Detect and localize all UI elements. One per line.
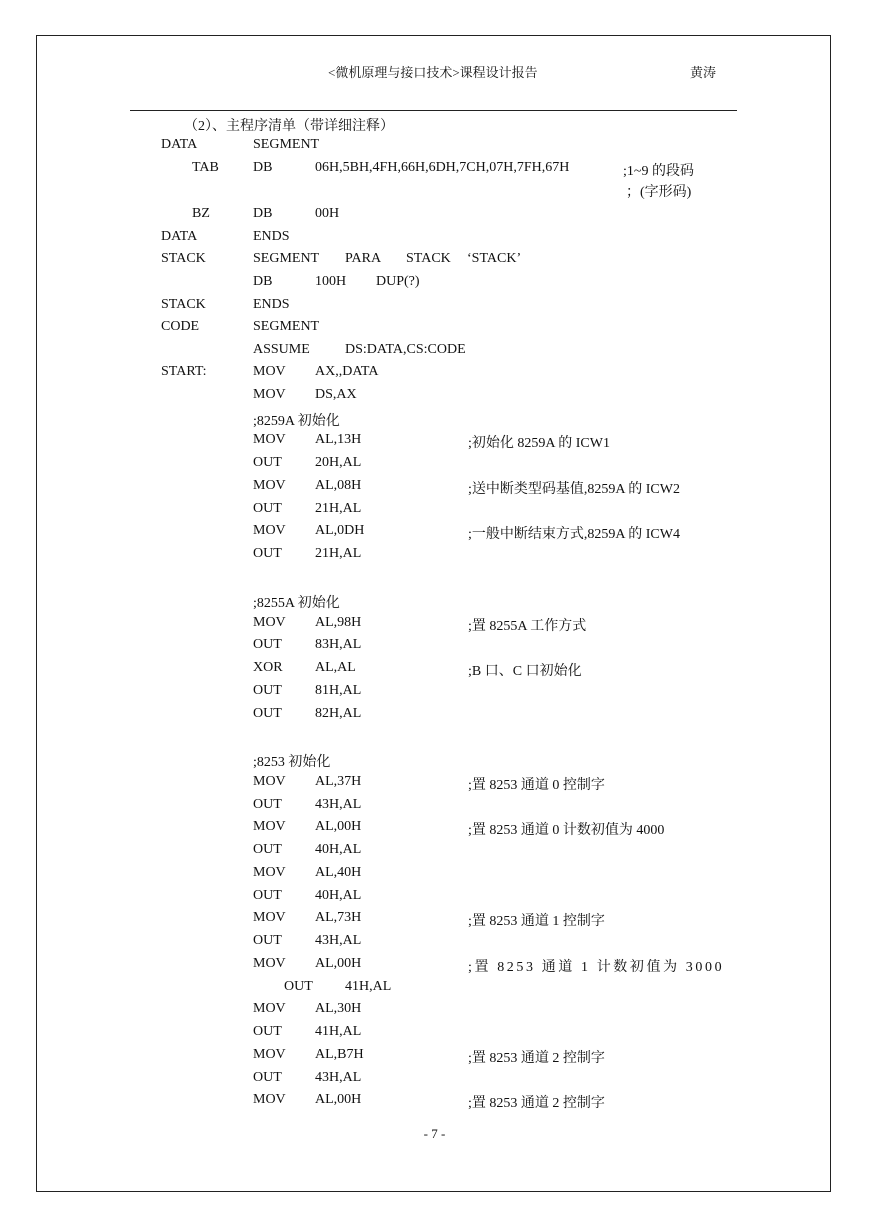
opcode: OUT: [253, 797, 282, 812]
operand: AL,00H: [315, 1092, 362, 1107]
comment: ;初始化 8259A 的 ICW1: [468, 436, 610, 451]
header-author: 黄涛: [690, 65, 717, 80]
opcode: OUT: [253, 933, 282, 948]
comment: ;8259A 初始化: [253, 414, 340, 429]
operand: 20H,AL: [315, 455, 362, 470]
operand: 40H,AL: [315, 888, 362, 903]
operand: AX,,DATA: [315, 364, 379, 379]
directive: DB: [253, 160, 273, 175]
opcode: OUT: [253, 501, 282, 516]
operand: 43H,AL: [315, 933, 362, 948]
operand: 43H,AL: [315, 797, 362, 812]
comment: ;置 8253 通道 0 控制字: [468, 778, 605, 793]
operand: AL,73H: [315, 910, 362, 925]
directive: DB: [253, 274, 273, 289]
opcode: OUT: [253, 1024, 282, 1039]
opcode: MOV: [253, 364, 286, 379]
operand: AL,00H: [315, 819, 362, 834]
opcode: OUT: [253, 1070, 282, 1085]
opcode: MOV: [253, 615, 286, 630]
comment: ;置 8255A 工作方式: [468, 619, 587, 634]
operand: 100H: [315, 274, 347, 289]
opcode: MOV: [253, 1092, 286, 1107]
directive: ENDS: [253, 297, 290, 312]
operand: DS,AX: [315, 387, 357, 402]
label: DATA: [161, 229, 198, 244]
operand: 82H,AL: [315, 706, 362, 721]
comment: ;送中断类型码基值,8259A 的 ICW2: [468, 482, 680, 497]
operand: 41H,AL: [345, 979, 392, 994]
label: BZ: [192, 206, 210, 221]
opcode: MOV: [253, 387, 286, 402]
comment: ;置 8253 通道 1 控制字: [468, 914, 605, 929]
section-title: （2）、主程序清单（带详细注释）: [184, 119, 394, 134]
header-title: <微机原理与接口技术>课程设计报告: [328, 65, 538, 80]
operand: PARA: [345, 251, 382, 266]
label: TAB: [192, 160, 219, 175]
comment: ;8253 初始化: [253, 755, 331, 770]
operand: STACK: [406, 251, 451, 266]
label: DATA: [161, 137, 198, 152]
opcode: OUT: [253, 546, 282, 561]
opcode: MOV: [253, 478, 286, 493]
label: STACK: [161, 251, 206, 266]
operand: AL,30H: [315, 1001, 362, 1016]
operand: 41H,AL: [315, 1024, 362, 1039]
directive: DB: [253, 206, 273, 221]
directive: ENDS: [253, 229, 290, 244]
operand: AL,0DH: [315, 523, 365, 538]
opcode: MOV: [253, 910, 286, 925]
opcode: MOV: [253, 956, 286, 971]
comment: ;B 口、C 口初始化: [468, 664, 582, 679]
operand: AL,98H: [315, 615, 362, 630]
comment: ;8255A 初始化: [253, 596, 340, 611]
operand: 81H,AL: [315, 683, 362, 698]
operand: DS:DATA,CS:CODE: [345, 342, 466, 357]
opcode: OUT: [253, 888, 282, 903]
opcode: MOV: [253, 774, 286, 789]
opcode: MOV: [253, 865, 286, 880]
opcode: MOV: [253, 819, 286, 834]
opcode: OUT: [284, 979, 313, 994]
operand: 06H,5BH,4FH,66H,6DH,7CH,07H,7FH,67H: [315, 160, 570, 175]
operand: 21H,AL: [315, 546, 362, 561]
opcode: MOV: [253, 432, 286, 447]
opcode: MOV: [253, 1047, 286, 1062]
operand: DUP(?): [376, 274, 420, 289]
operand: AL,AL: [315, 660, 356, 675]
label: START:: [161, 364, 207, 379]
comment: ;置 8253 通道 2 控制字: [468, 1096, 605, 1111]
opcode: MOV: [253, 1001, 286, 1016]
label: STACK: [161, 297, 206, 312]
operand: AL,37H: [315, 774, 362, 789]
label: CODE: [161, 319, 200, 334]
opcode: XOR: [253, 660, 283, 675]
operand: AL,00H: [315, 956, 362, 971]
opcode: OUT: [253, 842, 282, 857]
operand: AL,08H: [315, 478, 362, 493]
page-number: - 7 -: [423, 1126, 446, 1141]
directive: SEGMENT: [253, 137, 320, 152]
operand: 43H,AL: [315, 1070, 362, 1085]
comment: ;置 8253 通道 0 计数初值为 4000: [468, 823, 665, 838]
operand: 40H,AL: [315, 842, 362, 857]
operand: AL,13H: [315, 432, 362, 447]
comment: ;置 8253 通道 2 控制字: [468, 1051, 605, 1066]
operand: 00H: [315, 206, 340, 221]
opcode: OUT: [253, 637, 282, 652]
operand: 83H,AL: [315, 637, 362, 652]
comment: ;一般中断结束方式,8259A 的 ICW4: [468, 527, 680, 542]
directive: ASSUME: [253, 342, 310, 357]
comment: ;置 8253 通道 1 计数初值为 3000: [468, 960, 725, 975]
operand: AL,B7H: [315, 1047, 364, 1062]
directive: SEGMENT: [253, 319, 320, 334]
operand: AL,40H: [315, 865, 362, 880]
opcode: OUT: [253, 683, 282, 698]
directive: SEGMENT: [253, 251, 320, 266]
operand: ‘STACK’: [467, 251, 522, 266]
operand: 21H,AL: [315, 501, 362, 516]
comment: ；(字形码): [626, 185, 692, 200]
comment: ;1~9 的段码: [623, 164, 694, 179]
opcode: OUT: [253, 455, 282, 470]
opcode: OUT: [253, 706, 282, 721]
opcode: MOV: [253, 523, 286, 538]
